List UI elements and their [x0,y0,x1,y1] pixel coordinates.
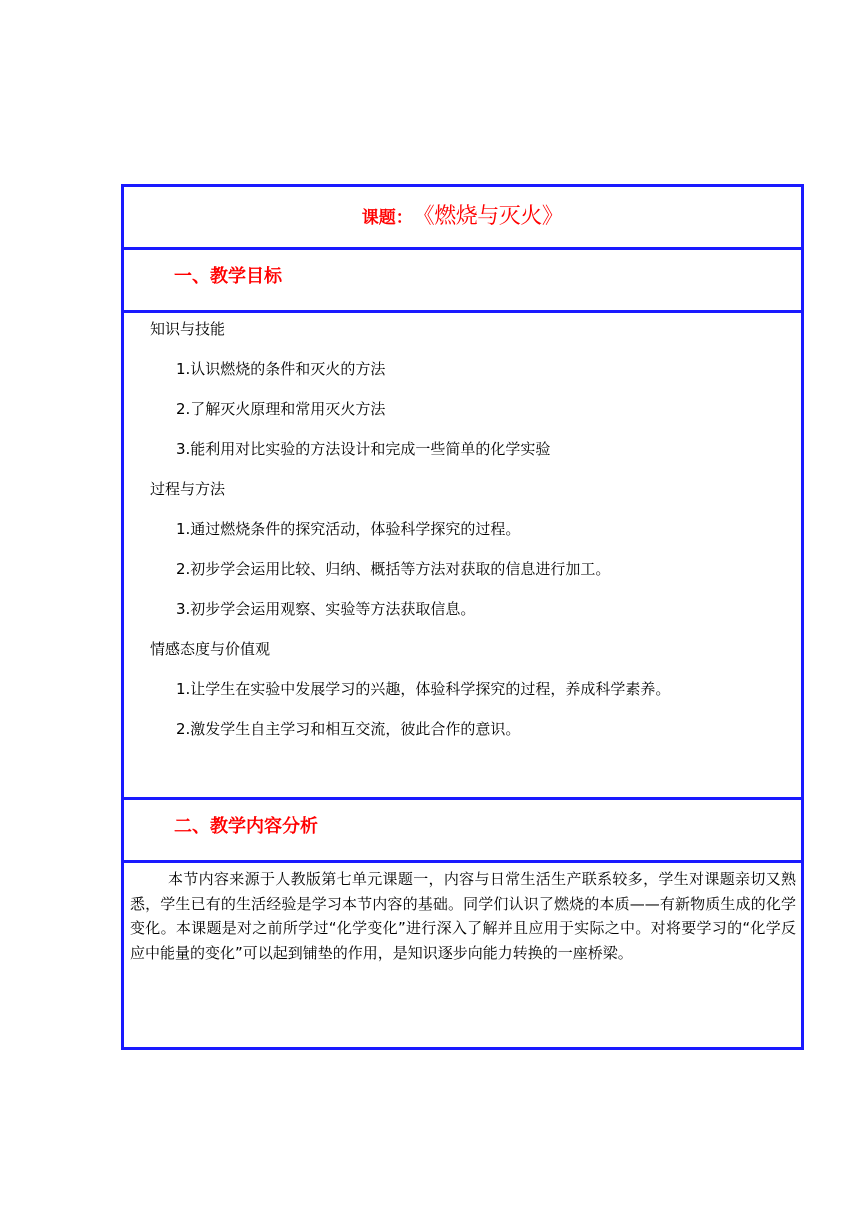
goal-item: 2.初步学会运用比较、归纳、概括等方法对获取的信息进行加工。 [176,560,611,578]
goal-item: 1.认识燃烧的条件和灭火的方法 [176,360,386,378]
title-label: 课题： [361,207,413,228]
title-text: 《燃烧与灭火》 [412,203,564,229]
goal-item: 1.通过燃烧条件的探究活动，体验科学探究的过程。 [176,520,521,538]
title-row [124,187,801,247]
teaching-goals-section [124,310,801,797]
section1-heading-row [124,247,801,310]
section2-heading: 二、教学内容分析 [174,816,318,837]
goal-item: 2.激发学生自主学习和相互交流，彼此合作的意识。 [176,720,521,738]
section1-heading: 一、教学目标 [174,266,282,287]
lesson-title [362,199,564,230]
goal-item: 2.了解灭火原理和常用灭火方法 [176,400,386,418]
content-analysis-paragraph: 本节内容来源于人教版第七单元课题一，内容与日常生活生产联系较多，学生对课题亲切又熟悉，学生已有的生活经验是学习本节内容的基础。同学们认识了燃烧的本质——有新物质生成的化学变化。本课题是对之前所学过“化学变化”进行深入了解并且应用于实际之中。对将要学习的“化学反应中能量的变化”可以起到铺垫的作用，是知识逐步向能力转换的一座桥梁。 [130,870,796,962]
goal-item: 3.能利用对比实验的方法设计和完成一些简单的化学实验 [176,440,551,458]
category-knowledge: 知识与技能 [150,320,226,338]
goal-item: 1.让学生在实验中发展学习的兴趣，体验科学探究的过程，养成科学素养。 [176,680,671,698]
content-analysis-section [124,860,801,1047]
lesson-plan-table [121,184,804,1050]
category-process: 过程与方法 [150,480,226,498]
section2-heading-row [124,797,801,860]
goal-item: 3.初步学会运用观察、实验等方法获取信息。 [176,600,476,618]
category-attitude: 情感态度与价值观 [150,640,271,658]
